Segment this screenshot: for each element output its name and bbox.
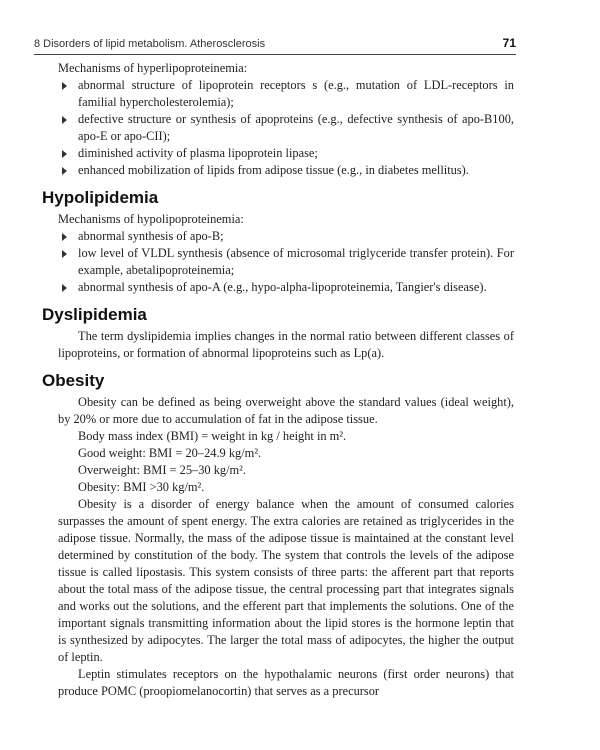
- dyslipidemia-heading: Dyslipidemia: [42, 305, 147, 324]
- list-item: enhanced mobilization of lipids from adipose tissue (e.g., in diabetes mellitus).: [58, 162, 514, 179]
- hypo-intro: Mechanisms of hypolipoproteinemia:: [58, 212, 244, 226]
- obesity-heading: Obesity: [42, 371, 105, 390]
- hyper-intro: Mechanisms of hyperlipoproteinemia:: [58, 61, 248, 75]
- running-header: [34, 36, 516, 55]
- list-item: abnormal synthesis of apo-B;: [58, 228, 514, 245]
- bmi-overweight: Overweight: BMI = 25–30 kg/m².: [78, 463, 246, 477]
- energy-balance-paragraph: Obesity is a disorder of energy balance when the amount of consumed calories surpasses the amount of spent energy. The extra calories are retained as triglycerides in the adipose tissue. Normally, the mass of the adipose tissue is maintained at the constant level determined by constitution of the body. The system that controls the levels of the adipose tissue is called lipostasis. This system consists of three parts: the afferent part that reports about the total mass of the adipose tissue, the central processing part that integrates signals and works out the solutions, and the efferent part that implements the solutions. One of the important signals transmitting information about the lipid stores is the hormone leptin that is synthesized by adipocytes. The larger the total mass of adipocytes, the higher the output of leptin.: [58, 497, 514, 664]
- page-number: 71: [502, 36, 516, 50]
- hypo-list: [58, 228, 514, 296]
- list-item: defective structure or synthesis of apoproteins (e.g., defective synthesis of apo-B100, apo-E or apo-CII);: [58, 111, 514, 145]
- list-item: diminished activity of plasma lipoprotein lipase;: [58, 145, 514, 162]
- chapter-title: 8 Disorders of lipid metabolism. Atherosclerosis: [34, 38, 266, 50]
- leptin-paragraph: Leptin stimulates receptors on the hypothalamic neurons (first order neurons) that produce POMC (proopiomelanocortin) that serves as a precursor: [58, 667, 514, 698]
- page-body: [42, 60, 514, 700]
- bmi-good-weight: Good weight: BMI = 20–24.9 kg/m².: [78, 446, 262, 460]
- hyper-list: [58, 77, 514, 179]
- bmi-obesity: Obesity: BMI >30 kg/m².: [78, 480, 205, 494]
- obesity-definition: Obesity can be defined as being overweight above the standard values (ideal weight), by 20% or more due to accumulation of fat in the adipose tissue.: [58, 395, 514, 426]
- list-item: low level of VLDL synthesis (absence of microsomal triglyceride transfer protein). For example, abetalipoproteinemia;: [58, 245, 514, 279]
- bmi-formula: Body mass index (BMI) = weight in kg / height in m².: [78, 429, 347, 443]
- hypolipidemia-heading: Hypolipidemia: [42, 188, 159, 207]
- list-item: abnormal synthesis of apo-A (e.g., hypo-alpha-lipoproteinemia, Tangier's disease).: [58, 279, 514, 296]
- list-item: abnormal structure of lipoprotein receptors s (e.g., mutation of LDL-receptors in familial hypercholesterolemia);: [58, 77, 514, 111]
- dyslipidemia-paragraph: The term dyslipidemia implies changes in the normal ratio between different classes of lipoproteins, or formation of abnormal lipoproteins such as Lp(a).: [58, 329, 514, 360]
